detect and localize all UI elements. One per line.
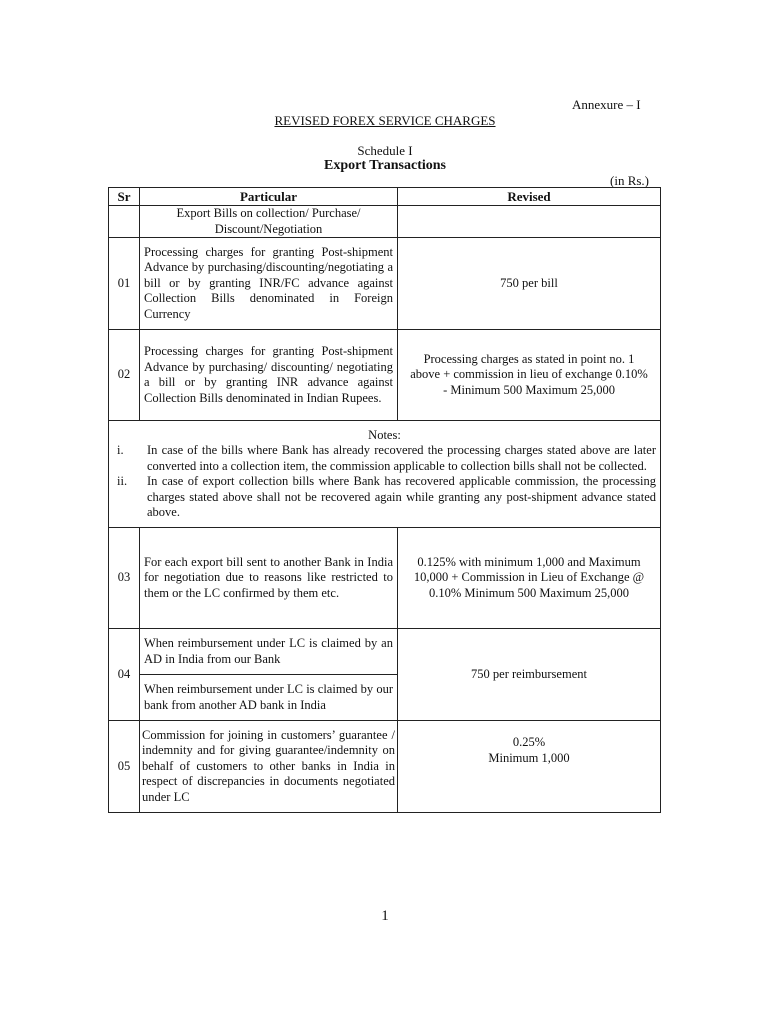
- notes-heading: Notes:: [368, 427, 401, 442]
- particular-cell: Processing charges for granting Post-shipment Advance by purchasing/discounting/negotiating a bill or by granting INR/FC advance against Collection Bills denominated in Foreign Currency: [140, 238, 398, 330]
- revised-cell: 750 per reimbursement: [398, 629, 661, 721]
- currency-unit: (in Rs.): [610, 173, 649, 188]
- table-header-row: [109, 188, 661, 206]
- page-number: 1: [381, 908, 389, 924]
- particular-cell: Commission for joining in customers’ guarantee / indemnity and for giving guarantee/indemnity on behalf of customers to other banks in India in respect of discrepancies in documents negotiated under LC: [140, 721, 398, 813]
- table-row: [109, 721, 661, 813]
- note-text: In case of export collection bills where Bank has recovered applicable commission, the processing charges stated above shall not be recovered again while granting any post-shipment advance stated above.: [147, 474, 656, 519]
- revised-cell: [398, 206, 661, 238]
- sr-cell: 02: [109, 330, 140, 421]
- notes-row: [109, 421, 661, 528]
- notes-cell: [109, 421, 661, 528]
- table-row: [109, 528, 661, 629]
- section-title: Export Transactions: [324, 158, 446, 173]
- note-text: In case of the bills where Bank has already recovered the processing charges stated above are later converted into a collection item, the commission applicable to collection bills shall not be collected.: [147, 443, 656, 473]
- note-number: i.: [117, 443, 124, 457]
- particular-cell: For each export bill sent to another Bank in India for negotiation due to reasons like restricted to them or the LC confirmed by them etc.: [140, 528, 398, 629]
- note-number: ii.: [117, 474, 128, 488]
- table-row: [109, 629, 661, 675]
- sr-cell: 03: [109, 528, 140, 629]
- sr-cell: [109, 206, 140, 238]
- sr-cell: 04: [109, 629, 140, 721]
- revised-cell: 750 per bill: [398, 238, 661, 330]
- charges-table: [108, 187, 661, 813]
- sr-cell: 01: [109, 238, 140, 330]
- particular-cell: Processing charges for granting Post-shipment Advance by purchasing/ discounting/ negotiating a bill or by granting INR advance against Collection Bills denominated in Indian Rupees.: [140, 330, 398, 421]
- sr-column-header: Sr: [109, 188, 140, 206]
- particular-cell: When reimbursement under LC is claimed by our bank from another AD bank in India: [140, 675, 398, 721]
- particular-column-header: Particular: [140, 188, 398, 206]
- revised-column-header: Revised: [398, 188, 661, 206]
- revised-cell: [398, 721, 661, 813]
- document-title: REVISED FOREX SERVICE CHARGES: [274, 113, 496, 128]
- particular-cell: When reimbursement under LC is claimed by an AD in India from our Bank: [140, 629, 398, 675]
- export-bills-heading: Export Bills on collection/ Purchase/ Discount/Negotiation: [140, 206, 398, 238]
- table-row: [109, 330, 661, 421]
- annexure-label: Annexure – I: [572, 97, 641, 112]
- schedule-label: Schedule I: [357, 143, 413, 158]
- revised-cell: Processing charges as stated in point no. 1 above + commission in lieu of exchange 0.10% - Minimum 500 Maximum 25,000: [398, 330, 661, 421]
- note-item: [113, 443, 656, 474]
- sr-cell: 05: [109, 721, 140, 813]
- table-row: [109, 206, 661, 238]
- table-row: [109, 238, 661, 330]
- revised-minimum: Minimum 1,000: [488, 750, 570, 765]
- revised-cell: 0.125% with minimum 1,000 and Maximum 10,000 + Commission in Lieu of Exchange @ 0.10% Minimum 500 Maximum 25,000: [398, 528, 661, 629]
- revised-rate: 0.25%: [512, 735, 546, 749]
- note-item: [113, 474, 656, 521]
